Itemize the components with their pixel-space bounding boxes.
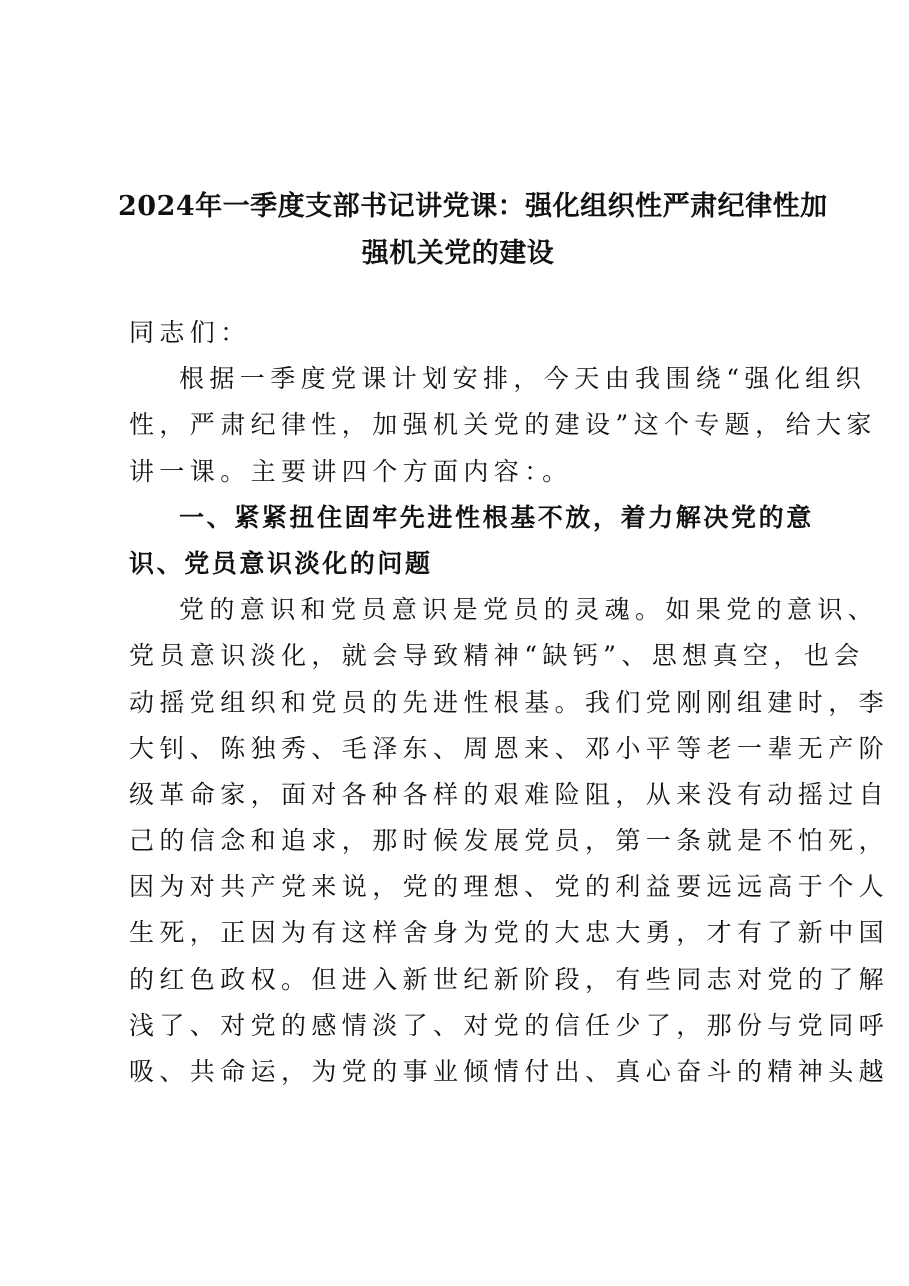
body-line: 党员意识淡化，就会导致精神“缺钙”、思想真空，也会: [129, 641, 865, 671]
body-line: 吸、共命运，为党的事业倾情付出、真心奋斗的精神头越: [129, 1057, 890, 1086]
intro-line: 性，严肃纪律性，加强机关党的建设”这个专题，给大家: [129, 410, 877, 440]
title-line: 2024年一季度支部书记讲党课：强化组织性严肃纪律性加: [118, 191, 828, 222]
body-line: 的红色政权。但进入新世纪新阶段，有些同志对党的了解: [129, 964, 890, 994]
section-heading: 一、紧紧扭住固牢先进性根基不放，着力解决党的意: [179, 502, 814, 532]
title-line: 强机关党的建设: [361, 238, 555, 269]
body-line: 生死，正因为有这样舍身为党的大忠大勇，才有了新中国: [129, 918, 890, 948]
body-line: 大钊、陈独秀、毛泽东、周恩来、邓小平等老一辈无产阶: [129, 733, 890, 763]
body-line: 浅了、对党的感情淡了、对党的信任少了，那份与党同呼: [129, 1010, 890, 1040]
section-heading: 识、党员意识淡化的问题: [129, 548, 433, 578]
intro-line: 讲一课。主要讲四个方面内容：。: [129, 456, 573, 486]
body-line: 党的意识和党员意识是党员的灵魂。如果党的意识、: [179, 595, 879, 625]
body-line: 己的信念和追求，那时候发展党员，第一条就是不怕死，: [129, 826, 890, 856]
salutation: 同志们：: [129, 318, 251, 347]
body-line: 级革命家，面对各种各样的艰难险阻，从来没有动摇过自: [129, 779, 890, 809]
body-line: 因为对共产党来说，党的理想、党的利益要远远高于个人: [129, 872, 890, 902]
document-title: [118, 183, 828, 277]
body-line: 动摇党组织和党员的先进性根基。我们党刚刚组建时，李: [129, 687, 890, 717]
document-body: [129, 310, 890, 1095]
intro-line: 根据一季度党课计划安排，今天由我围绕“强化组织: [179, 364, 866, 394]
